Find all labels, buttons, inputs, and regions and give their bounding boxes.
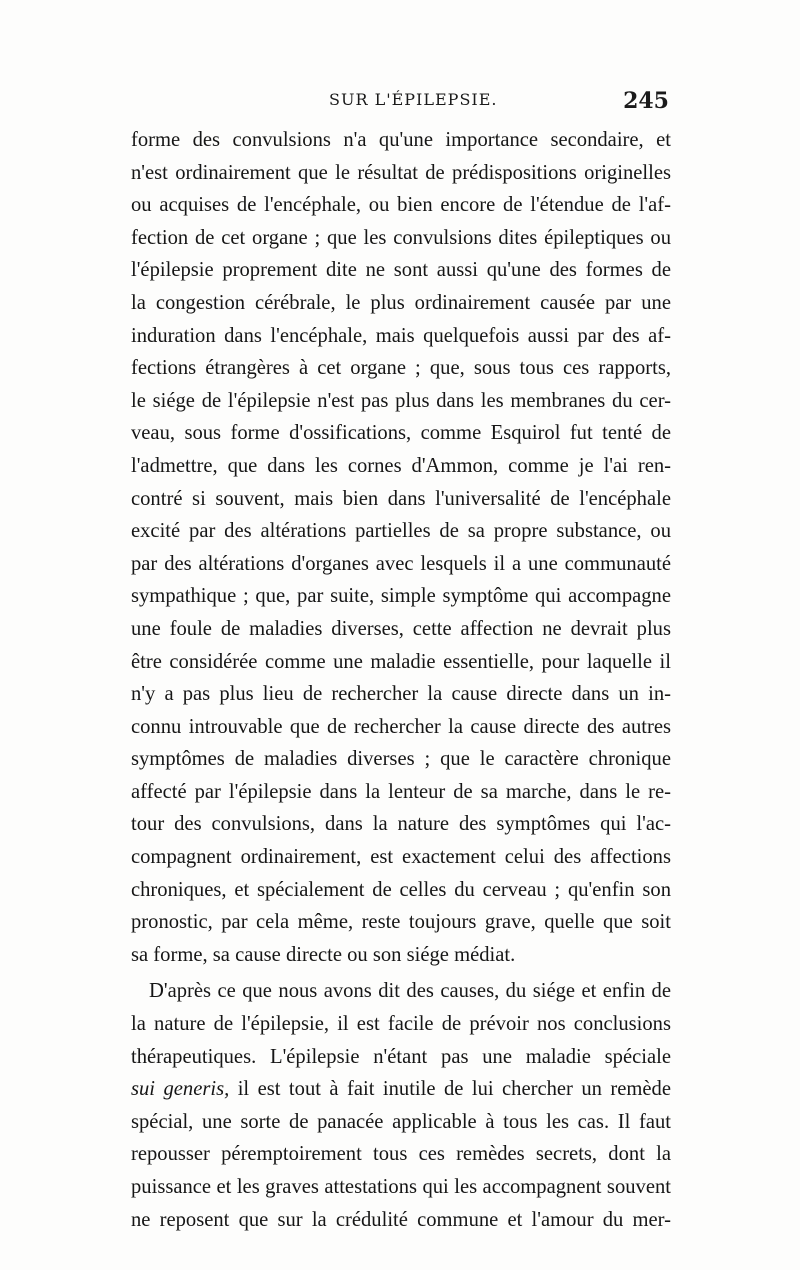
text-line: ou acquises de l'encéphale, ou bien encore de l'étendue de l'af- xyxy=(131,194,671,217)
text-line: sa forme, sa cause directe ou son siége médiat. xyxy=(131,943,516,966)
paragraph-1 xyxy=(131,124,671,971)
text-line: spécial, une sorte de panacée applicable à tous les cas. Il faut xyxy=(131,1110,671,1133)
text-line: D'après ce que nous avons dit des causes, du siége et enfin de xyxy=(149,980,671,1003)
text-line: fection de cet organe ; que les convulsions dites épileptiques ou xyxy=(131,226,671,249)
text-line: contré si souvent, mais bien dans l'universalité de l'encéphale xyxy=(131,487,671,510)
text-line: repousser péremptoirement tous ces remèdes secrets, dont la xyxy=(131,1143,671,1166)
body-text xyxy=(131,124,671,1236)
paragraph-2 xyxy=(131,975,671,1236)
text-line-rest: il est tout à fait inutile de lui chercher un remède xyxy=(229,1078,671,1101)
running-title: SUR L'ÉPILEPSIE. xyxy=(329,90,498,109)
text-line: compagnent ordinairement, est exactement celui des affections xyxy=(131,846,671,869)
text-line: forme des convulsions n'a qu'une importance secondaire, et xyxy=(131,129,671,151)
text-line: n'est ordinairement que le résultat de prédispositions originelles xyxy=(131,161,671,184)
text-line: pronostic, par cela même, reste toujours grave, quelle que soit xyxy=(131,911,671,934)
text-line: ne reposent que sur la crédulité commune et l'amour du mer- xyxy=(131,1208,671,1231)
latin-phrase: sui generis, xyxy=(131,1078,230,1101)
text-line: connu introuvable que de rechercher la cause directe des autres xyxy=(131,715,671,738)
text-line: être considérée comme une maladie essentielle, pour laquelle il xyxy=(131,650,671,673)
text-line: puissance et les graves attestations qui les accompagnent souvent xyxy=(131,1176,671,1198)
text-line: l'admettre, que dans les cornes d'Ammon, comme je l'ai ren- xyxy=(131,454,671,477)
text-line xyxy=(131,1073,671,1106)
page-number: 245 xyxy=(623,88,669,114)
text-line: thérapeutiques. L'épilepsie n'étant pas une maladie spéciale xyxy=(131,1045,671,1068)
text-line: veau, sous forme d'ossifications, comme Esquirol fut tenté de xyxy=(131,422,671,445)
text-line: excité par des altérations partielles de sa propre substance, ou xyxy=(131,520,671,543)
text-line: n'y a pas plus lieu de rechercher la cause directe dans un in- xyxy=(131,683,671,706)
running-head xyxy=(131,88,671,118)
text-line: sympathique ; que, par suite, simple symptôme qui accompagne xyxy=(131,585,671,608)
text-line: chroniques, et spécialement de celles du cerveau ; qu'enfin son xyxy=(131,878,671,901)
text-line: le siége de l'épilepsie n'est pas plus dans les membranes du cer- xyxy=(131,389,671,412)
text-line: fections étrangères à cet organe ; que, sous tous ces rapports, xyxy=(131,357,671,380)
text-line: affecté par l'épilepsie dans la lenteur de sa marche, dans le re- xyxy=(131,780,671,803)
text-line: la nature de l'épilepsie, il est facile de prévoir nos conclusions xyxy=(131,1013,671,1036)
text-line: la congestion cérébrale, le plus ordinairement causée par une xyxy=(131,291,671,314)
text-line: symptômes de maladies diverses ; que le caractère chronique xyxy=(131,748,671,771)
text-line: par des altérations d'organes avec lesquels il a une communauté xyxy=(131,552,671,575)
text-line: induration dans l'encéphale, mais quelquefois aussi par des af- xyxy=(131,324,671,347)
text-line: tour des convulsions, dans la nature des symptômes qui l'ac- xyxy=(131,813,671,836)
text-line: l'épilepsie proprement dite ne sont aussi qu'une des formes de xyxy=(131,259,671,282)
text-line: une foule de maladies diverses, cette affection ne devrait plus xyxy=(131,617,671,640)
